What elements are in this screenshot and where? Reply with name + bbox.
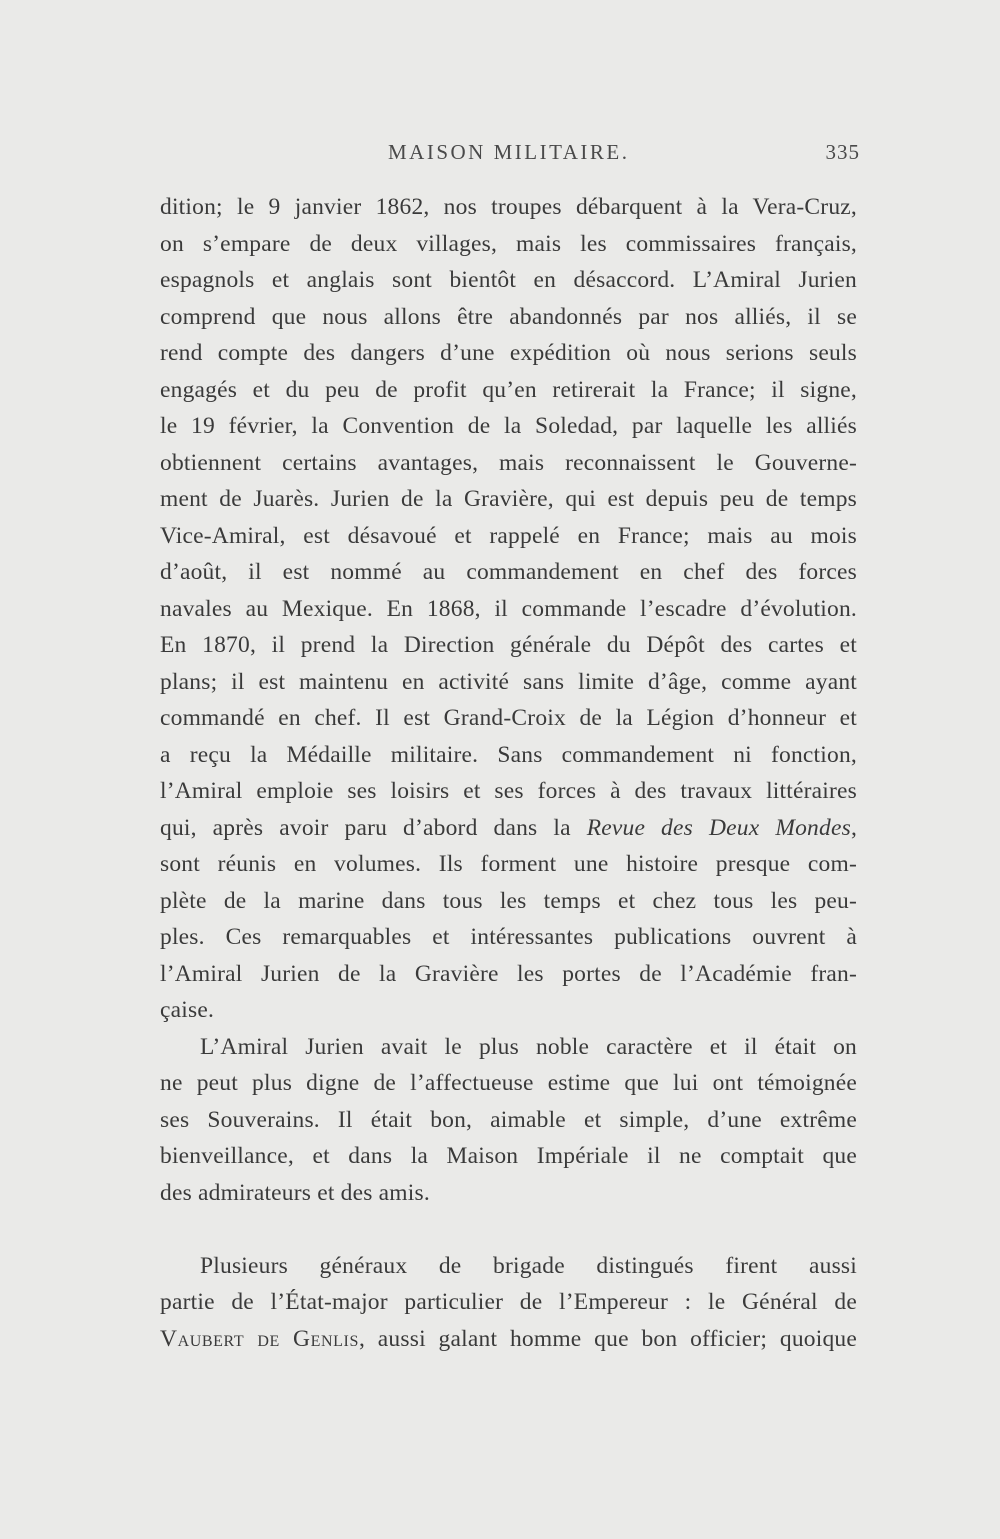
text-line: ses Souverains. Il était bon, aimable et simple, d’une extrême [160,1106,857,1133]
text-line: ne peut plus digne de l’affectueuse estime que lui ont témoignée [160,1070,857,1096]
text-line-with-name [160,1321,857,1358]
text-line: engagés et du peu de profit qu’en retirerait la France; il signe, [160,376,857,403]
text-line: l’Amiral emploie ses loisirs et ses forces à des travaux littéraires [160,778,857,804]
text-fragment: , aussi galant homme que bon officier; quoique [358,1325,857,1352]
text-line: plète de la marine dans tous les temps et chez tous les peu- [160,887,857,914]
paragraph-gap [160,1211,857,1248]
text-line: commandé en chef. Il est Grand-Croix de la Légion d’honneur et [160,705,857,731]
text-line: navales au Mexique. En 1868, il commande l’escadre d’évolution. [160,595,857,622]
text-line: a reçu la Médaille militaire. Sans commandement ni fonction, [160,741,857,768]
text-line: Plusieurs généraux de brigade distingués firent aussi [200,1252,857,1279]
text-line: ment de Juarès. Jurien de la Gravière, qui est depuis peu de temps [160,486,857,512]
text-line: sont réunis en volumes. Ils forment une histoire presque com- [160,851,857,877]
text-line: on s’empare de deux villages, mais les commissaires français, [160,230,857,257]
text-line: l’Amiral Jurien de la Gravière les portes de l’Académie fran- [160,960,857,987]
text-fragment: , [850,814,857,841]
text-line: çaise. [160,997,215,1023]
text-line: En 1870, il prend la Direction générale du Dépôt des cartes et [160,632,857,658]
body-text [160,189,857,1357]
text-line: ples. Ces remarquables et intéressantes publications ouvrent à [160,924,857,950]
text-line: espagnols et anglais sont bientôt en désaccord. L’Amiral Jurien [160,267,857,293]
person-name: Vaubert de Genlis [160,1325,359,1352]
text-line: comprend que nous allons être abandonnés par nos alliés, il se [160,303,857,330]
running-head [160,140,860,170]
page-number: 335 [825,140,860,164]
journal-title: Revue des Deux Mondes [586,814,851,841]
text-line: rend compte des dangers d’une expédition où nous serions seuls [160,340,857,366]
text-line: partie de l’État-major particulier de l’Empereur : le Général de [160,1289,857,1315]
text-line: Vice-Amiral, est désavoué et rappelé en France; mais au mois [160,522,857,549]
text-line: d’août, il est nommé au commandement en chef des forces [160,559,857,585]
text-line: L’Amiral Jurien avait le plus noble caractère et il était on [200,1033,857,1060]
text-line: le 19 février, la Convention de la Soledad, par laquelle les alliés [160,413,857,439]
text-line: bienveillance, et dans la Maison Impériale il ne comptait que [160,1143,857,1169]
text-fragment: qui, après avoir paru d’abord dans la [160,814,587,841]
text-line: plans; il est maintenu en activité sans limite d’âge, comme ayant [160,668,857,695]
running-title: MAISON MILITAIRE. [388,140,630,164]
text-line: obtiennent certains avantages, mais reconnaissent le Gouverne- [160,449,857,476]
text-line: des admirateurs et des amis. [160,1179,430,1206]
text-line-with-journal-title [160,810,857,847]
text-line: dition; le 9 janvier 1862, nos troupes débarquent à la Vera-Cruz, [160,194,857,220]
